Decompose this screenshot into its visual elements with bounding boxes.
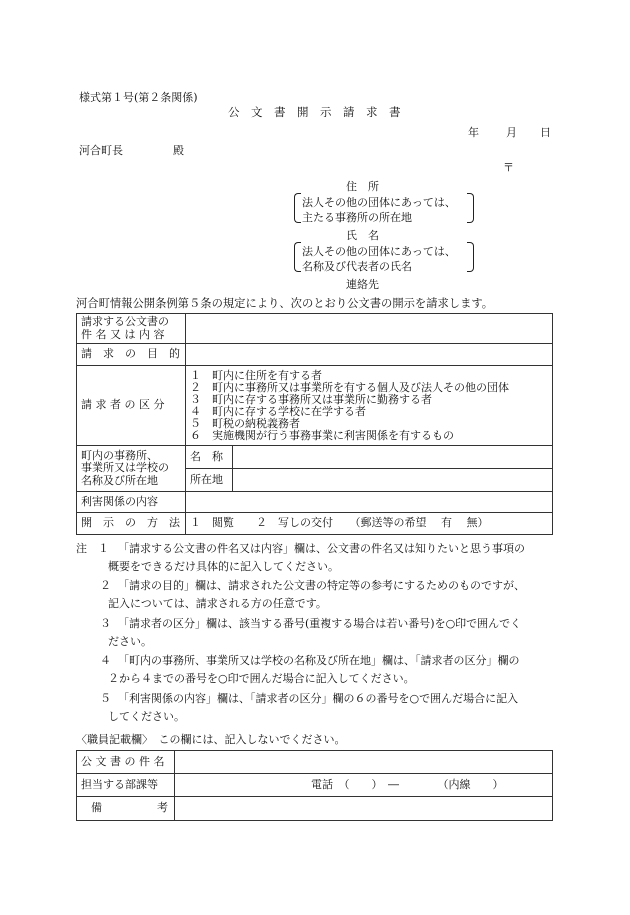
form-title: 公 文 書 開 示 請 求 書 bbox=[228, 105, 401, 119]
category-label: 請 求 者 の 区 分 bbox=[77, 366, 186, 446]
office-address-label: 所在地 bbox=[186, 469, 233, 492]
staff-remarks-label-part-1: 備 bbox=[91, 801, 102, 815]
category-option[interactable]: １ 町内に住所を有する者 bbox=[190, 368, 322, 382]
office-label-cell bbox=[77, 446, 186, 492]
category-option[interactable]: ２ 町内に事務所又は事業所を有する個人及び法人その他の団体 bbox=[190, 380, 509, 394]
note-4-line-2: ２から４までの番号を○印で囲んだ場合に記入してください。 bbox=[108, 672, 415, 685]
note-4-line-1: 「町内の事務所、事業所又は学校の名称及び所在地」欄は、「請求者の区分」欄の bbox=[118, 654, 520, 667]
category-option[interactable]: ５ 町税の納税義務者 bbox=[190, 416, 300, 430]
document-label-line-1: 請求する公文書の bbox=[81, 314, 169, 328]
category-option[interactable]: ３ 町内に存する事務所又は事業所に勤務する者 bbox=[190, 392, 432, 406]
address-bracket-left bbox=[294, 193, 301, 223]
request-table bbox=[76, 313, 553, 535]
document-label-line-2: 件 名 又 は 内 容 bbox=[81, 327, 165, 341]
note-2-number: ２ bbox=[100, 579, 111, 592]
staff-remarks-label bbox=[77, 797, 175, 821]
note-3-number: ３ bbox=[100, 617, 111, 630]
name-note-1: 法人その他の団体にあっては、 bbox=[302, 245, 456, 258]
note-2-line-1: 「請求の目的」欄は、請求された公文書の特定等の参考にするためのものですが、 bbox=[118, 579, 525, 592]
purpose-label: 請 求 の 目 的 bbox=[77, 344, 186, 366]
method-label: 開 示 の 方 法 bbox=[77, 513, 186, 535]
staff-remarks-label-part-2: 考 bbox=[157, 801, 168, 815]
note-3-line-1: 「請求者の区分」欄は、該当する番号(重複する場合は若い番号)を○印で囲んでく bbox=[118, 617, 522, 630]
staff-document-name-label: 公 文 書 の 件 名 bbox=[77, 751, 175, 774]
office-name-label: 名 称 bbox=[186, 446, 233, 469]
office-address-input[interactable] bbox=[233, 469, 553, 492]
intro-text: 河合町情報公開条例第５条の規定により、次のとおり公文書の開示を請求します。 bbox=[76, 297, 494, 310]
purpose-input-cell[interactable] bbox=[186, 344, 553, 366]
date-day-label: 日 bbox=[540, 126, 551, 139]
note-3-line-2: ださい。 bbox=[108, 635, 152, 648]
note-5-line-2: してください。 bbox=[108, 710, 185, 723]
date-year-label: 年 bbox=[468, 126, 479, 139]
addressee-honorific: 殿 bbox=[173, 144, 184, 157]
address-bracket-right bbox=[467, 193, 474, 223]
method-options[interactable]: １ 閲覧 ２ 写しの交付 （郵送等の希望 有 無） bbox=[186, 513, 553, 535]
note-1-prefix: 注 １ bbox=[76, 542, 109, 555]
note-2-line-2: 記入については、請求される方の任意です。 bbox=[108, 597, 327, 610]
date-month-label: 月 bbox=[506, 126, 517, 139]
note-4-number: ４ bbox=[100, 654, 111, 667]
address-note-1: 法人その他の団体にあっては、 bbox=[302, 196, 456, 209]
staff-remarks-input[interactable] bbox=[175, 797, 553, 821]
document-label-cell bbox=[77, 314, 186, 344]
address-label: 住 所 bbox=[346, 180, 379, 193]
postal-mark: 〒 bbox=[503, 161, 514, 174]
address-note-2: 主たる事務所の所在地 bbox=[302, 211, 412, 224]
staff-document-name-input[interactable] bbox=[175, 751, 553, 774]
name-bracket-right bbox=[467, 242, 474, 272]
note-1-line-1: 「請求する公文書の件名又は内容」欄は、公文書の件名又は知りたいと思う事項の bbox=[118, 542, 525, 555]
name-label: 氏 名 bbox=[346, 229, 379, 242]
name-note-2: 名称及び代表者の氏名 bbox=[302, 260, 412, 273]
category-option[interactable]: ６ 実施機関が行う事務事業に利害関係を有するもの bbox=[190, 428, 454, 442]
staff-table bbox=[76, 750, 553, 821]
office-label-line-2: 事業所又は学校の bbox=[81, 461, 169, 475]
interest-input-cell[interactable] bbox=[186, 492, 553, 513]
name-bracket-left bbox=[294, 242, 301, 272]
category-option[interactable]: ４ 町内に存する学校に在学する者 bbox=[190, 404, 366, 418]
document-input-cell[interactable] bbox=[186, 314, 553, 344]
staff-phone-field[interactable]: 電話 （ ） ― （内線 ） bbox=[175, 774, 553, 797]
office-name-input[interactable] bbox=[233, 446, 553, 469]
note-5-line-1: 「利害関係の内容」欄は、「請求者の区分」欄の６の番号を○で囲んだ場合に記入 bbox=[118, 692, 519, 705]
note-5-number: ５ bbox=[100, 692, 111, 705]
office-label-line-3: 名称及び所在地 bbox=[81, 473, 158, 487]
staff-section-label: 〈職員記載欄〉 この欄には、記入しないでください。 bbox=[76, 733, 346, 746]
category-options-cell[interactable] bbox=[186, 366, 553, 446]
addressee-name: 河合町長 bbox=[79, 144, 123, 157]
form-number: 様式第１号(第２条関係) bbox=[79, 91, 198, 104]
contact-label: 連絡先 bbox=[346, 278, 379, 291]
interest-label: 利害関係の内容 bbox=[77, 492, 186, 513]
note-1-line-2: 概要をできるだけ具体的に記入してください。 bbox=[108, 560, 339, 573]
staff-department-label: 担当する部課等 bbox=[77, 774, 175, 797]
office-label-line-1: 町内の事務所、 bbox=[81, 448, 158, 462]
